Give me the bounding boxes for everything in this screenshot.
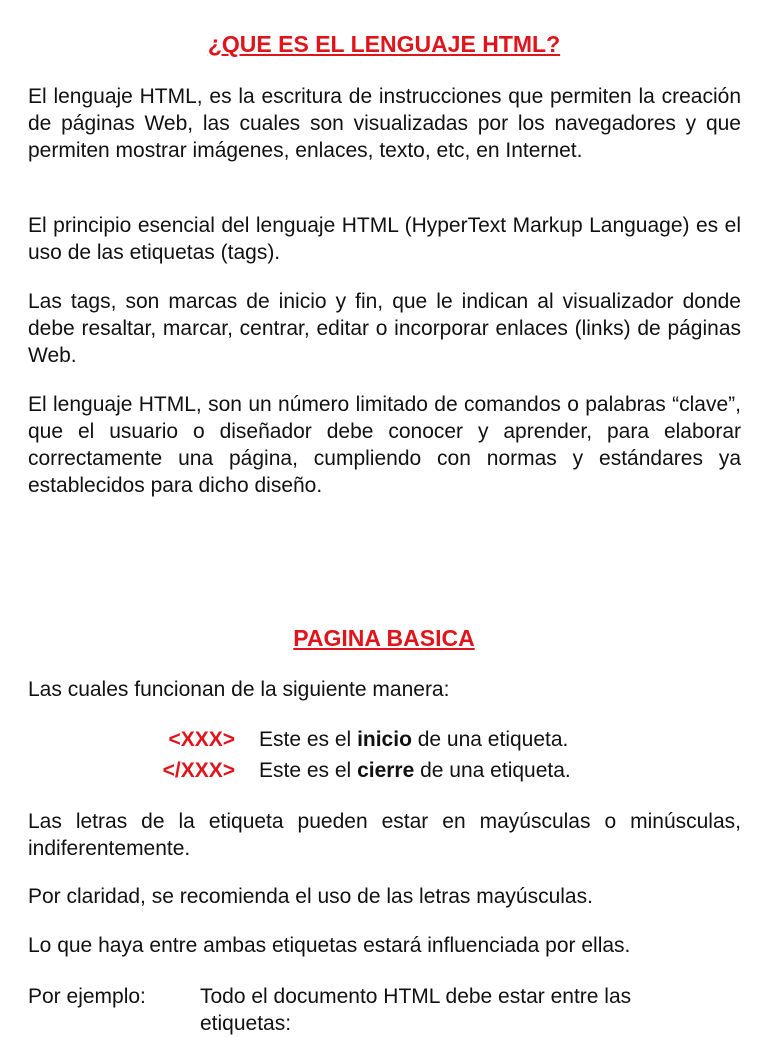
example-label: Por ejemplo: [28, 985, 146, 1008]
intro-paragraph: Las cuales funcionan de la siguiente manera: [28, 678, 450, 701]
tag-desc-bold: inicio [357, 728, 412, 751]
section-title: PAGINA BASICA [293, 625, 475, 651]
paragraph: El lenguaje HTML, son un número limitado de comandos o palabras “clave”, que el usuario o diseñador debe conocer y aprender, para elaborar correctamente una página, cumpliendo con normas y estándares ya establecidos para dicho diseño. [28, 393, 741, 497]
paragraph: Por claridad, se recomienda el uso de las letras mayúsculas. [28, 885, 593, 908]
tag-desc-after: de una etiqueta. [414, 759, 571, 782]
paragraph: Las letras de la etiqueta pueden estar en mayúsculas o minúsculas, indiferentemente. [28, 810, 741, 860]
tag-code: <XXX> [168, 728, 235, 751]
paragraph: Las tags, son marcas de inicio y fin, que le indican al visualizador donde debe resaltar, marcar, centrar, editar o incorporar enlaces (links) de páginas Web. [28, 290, 741, 367]
example-text: Todo el documento HTML debe estar entre las etiquetas: [200, 985, 632, 1035]
paragraph: El lenguaje HTML, es la escritura de instrucciones que permiten la creación de páginas Web, las cuales son visualizadas por los navegadores y que permiten mostrar imágenes, enlaces, texto, etc, en Internet. [28, 85, 741, 162]
paragraph: El principio esencial del lenguaje HTML (HyperText Markup Language) es el uso de las etiquetas (tags). [28, 214, 741, 264]
paragraph: Lo que haya entre ambas etiquetas estará influenciada por ellas. [28, 934, 631, 957]
tag-desc-bold: cierre [357, 759, 415, 782]
tag-desc-before: Este es el [259, 728, 358, 751]
tag-example-open [131, 726, 568, 753]
tag-code: </XXX> [162, 759, 235, 782]
tag-example-close [131, 757, 571, 784]
section-title: ¿QUE ES EL LENGUAJE HTML? [207, 31, 561, 57]
tag-desc-after: de una etiqueta. [411, 728, 569, 751]
tag-desc-before: Este es el [259, 759, 358, 782]
